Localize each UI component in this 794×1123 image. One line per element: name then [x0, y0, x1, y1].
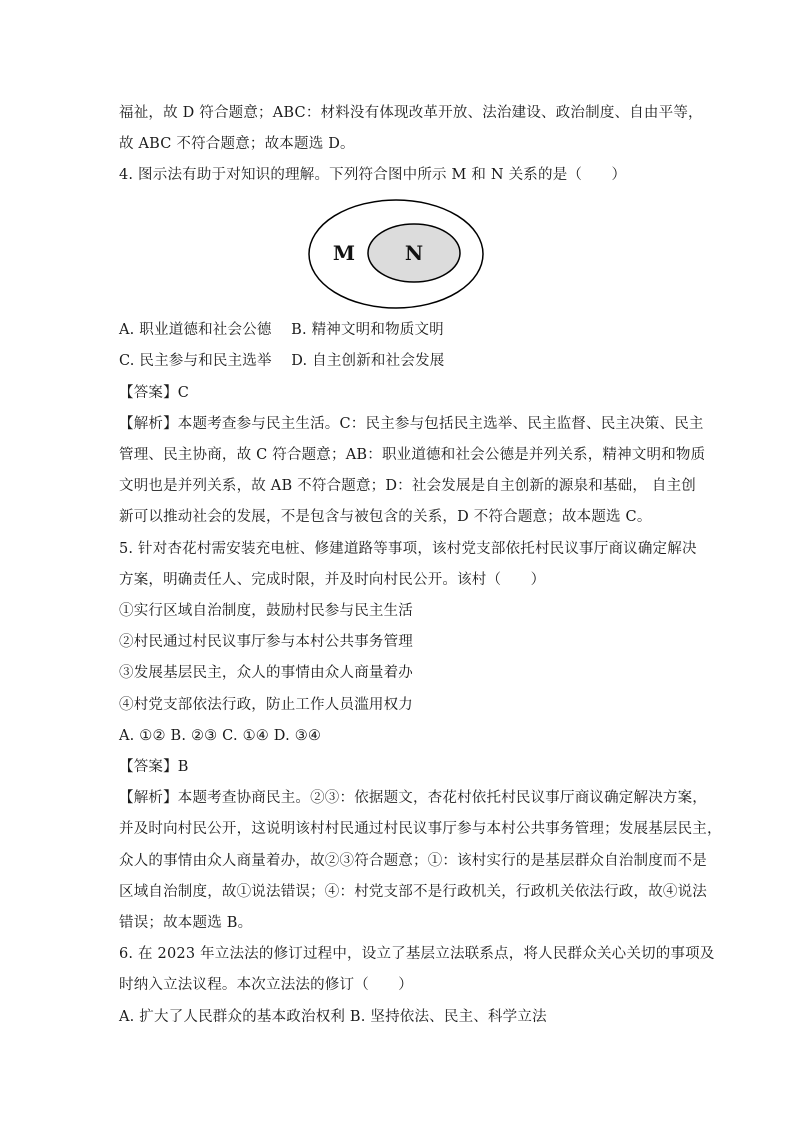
- q4-analysis-1: 【解析】本题考查参与民主生活。C：民主参与包括民主选举、民主监督、民主决策、民主: [119, 416, 704, 432]
- question-5-line-2: 方案，明确责任人、完成时限，并及时向村民公开。该村（ ）: [119, 572, 546, 588]
- q4-analysis-4: 新可以推动社会的发展，不是包含与被包含的关系，D 不符合题意；故本题选 C。: [119, 509, 652, 525]
- q5-analysis-3: 众人的事情由众人商量着办，故②③符合题意；①：该村实行的是基层群众自治制度而不是: [119, 853, 707, 869]
- q6-options-ab: A. 扩大了人民群众的基本政治权利 B. 坚持依法、民主、科学立法: [119, 1009, 547, 1025]
- q5-statement-1: ①实行区域自治制度，鼓励村民参与民主生活: [119, 603, 413, 619]
- q5-answer: 【答案】B: [119, 759, 189, 775]
- q5-analysis-5: 错误；故本题选 B。: [119, 915, 253, 931]
- q5-options: A. ①② B. ②③ C. ①④ D. ③④: [119, 728, 322, 744]
- q4-analysis-3: 文明也是并列关系，故 AB 不符合题意；D：社会发展是自主创新的源泉和基础， 自主创: [119, 478, 696, 494]
- q5-statement-3: ③发展基层民主，众人的事情由众人商量着办: [119, 665, 413, 681]
- line-1: 福祉，故 D 符合题意；ABC：材料没有体现改革开放、法治建设、政治制度、自由平等，: [119, 105, 703, 121]
- line-2: 故 ABC 不符合题意；故本题选 D。: [119, 136, 355, 152]
- question-4: 4. 图示法有助于对知识的理解。下列符合图中所示 M 和 N 关系的是（ ）: [119, 167, 627, 183]
- question-5-line-1: 5. 针对杏花村需安装充电桩、修建道路等事项，该村党支部依托村民议事厅商议确定解决: [119, 541, 697, 557]
- q5-statement-4: ④村党支部依法行政，防止工作人员滥用权力: [119, 697, 413, 713]
- q4-answer: 【答案】C: [119, 385, 190, 401]
- label-n: N: [404, 241, 424, 265]
- q5-statement-2: ②村民通过村民议事厅参与本村公共事务管理: [119, 634, 413, 650]
- q5-analysis-2: 并及时向村民公开，这说明该村村民通过村民议事厅参与本村公共事务管理；发展基层民主，: [119, 821, 722, 837]
- question-6-line-1: 6. 在 2023 年立法法的修订过程中，设立了基层立法联系点，将人民群众关心关切的事项及: [119, 946, 715, 962]
- q4-options-ab: A. 职业道德和社会公德 B. 精神文明和物质文明: [119, 322, 444, 338]
- q4-options-cd: C. 民主参与和民主选举 D. 自主创新和社会发展: [119, 353, 445, 369]
- venn-diagram: [307, 198, 485, 310]
- q5-analysis-4: 区域自治制度，故①说法错误；④：村党支部不是行政机关，行政机关依法行政，故④说法: [119, 884, 707, 900]
- question-6-line-2: 时纳入立法议程。本次立法法的修订（ ）: [119, 977, 413, 993]
- q4-analysis-2: 管理、民主协商，故 C 符合题意；AB：职业道德和社会公德是并列关系，精神文明和物质: [119, 447, 706, 463]
- q5-analysis-1: 【解析】本题考查协商民主。②③：依据题文，杏花村依托村民议事厅商议确定解决方案，: [119, 790, 707, 806]
- label-m: M: [332, 241, 356, 265]
